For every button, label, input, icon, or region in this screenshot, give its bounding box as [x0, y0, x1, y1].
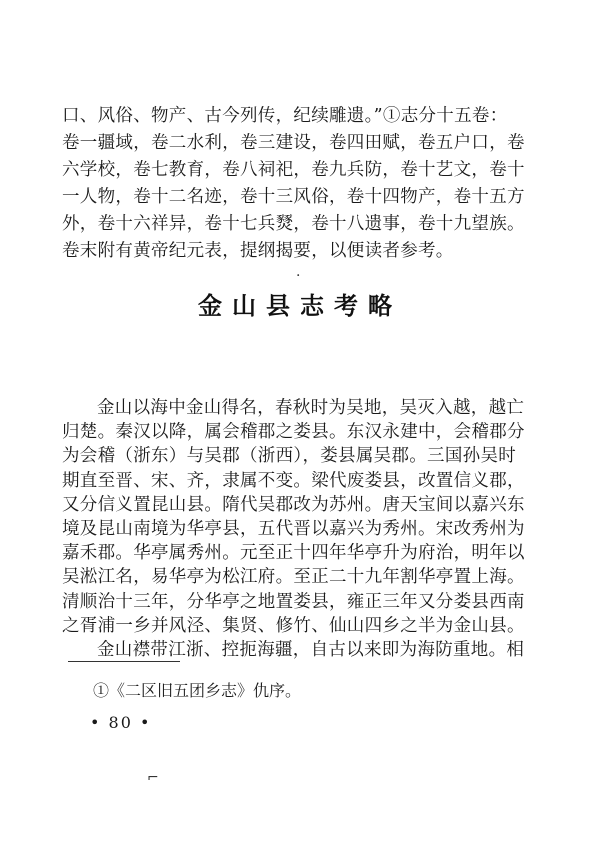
page-number: • 80 •	[90, 713, 152, 732]
text-line: 口、风俗、物产、古今列传，纪续雕遗。”①志分十五卷：	[62, 106, 508, 126]
scan-speck: ⌐	[147, 770, 159, 786]
text-line: 金山以海中金山得名，春秋时为吴地，吴灭入越，越亡	[97, 398, 525, 418]
text-line: 清顺治十三年，分华亭之地置娄县，雍正三年又分娄县西南	[62, 591, 525, 612]
text-line: 卷一疆域，卷二水利，卷三建设，卷四田赋，卷五户口，卷	[62, 133, 525, 153]
text-line: 期直至晋、宋、齐，隶属不变。梁代废娄县，改置信义郡，	[62, 470, 525, 491]
text-line: 吴淞江名，易华亭为松江府。至正二十九年割华亭置上海。	[62, 567, 525, 588]
text-line: 嘉禾郡。华亭属秀州。元至正十四年华亭升为府治，明年以	[62, 543, 525, 564]
text-line: 六学校，卷七教育，卷八祠祀，卷九兵防，卷十艺文，卷十	[62, 160, 525, 180]
text-line: 又分信义置昆山县。隋代吴郡改为苏州。唐天宝间以嘉兴东	[62, 494, 525, 515]
section-title: 金山县志考略	[198, 291, 402, 320]
text-line: 之胥浦一乡并风泾、集贤、修竹、仙山四乡之半为金山县。	[62, 615, 525, 636]
text-line: 外，卷十六祥异，卷十七兵燹，卷十八遗事，卷十九望族。	[62, 214, 525, 234]
text-line: 为会稽（浙东）与吴郡（浙西），娄县属吴郡。三国孙吴时	[62, 446, 517, 467]
scan-speck: ·	[296, 268, 301, 284]
text-line: 一人物，卷十二名迹，卷十三风俗，卷十四物产，卷十五方	[62, 187, 525, 207]
text-line: 金山襟带江浙、控扼海疆，自古以来即为海防重地。相	[97, 640, 525, 660]
text-line: 境及昆山南境为华亭县，五代晋以嘉兴为秀州。宋改秀州为	[62, 519, 525, 539]
text-line: 归楚。秦汉以降，属会稽郡之娄县。东汉永建中，会稽郡分	[62, 422, 525, 443]
footnote: ①《二区旧五团乡志》仇序。	[93, 681, 302, 700]
text-line: 卷末附有黄帝纪元表，提纲揭要，以便读者参考。	[62, 241, 454, 261]
footnote-rule	[68, 661, 180, 662]
